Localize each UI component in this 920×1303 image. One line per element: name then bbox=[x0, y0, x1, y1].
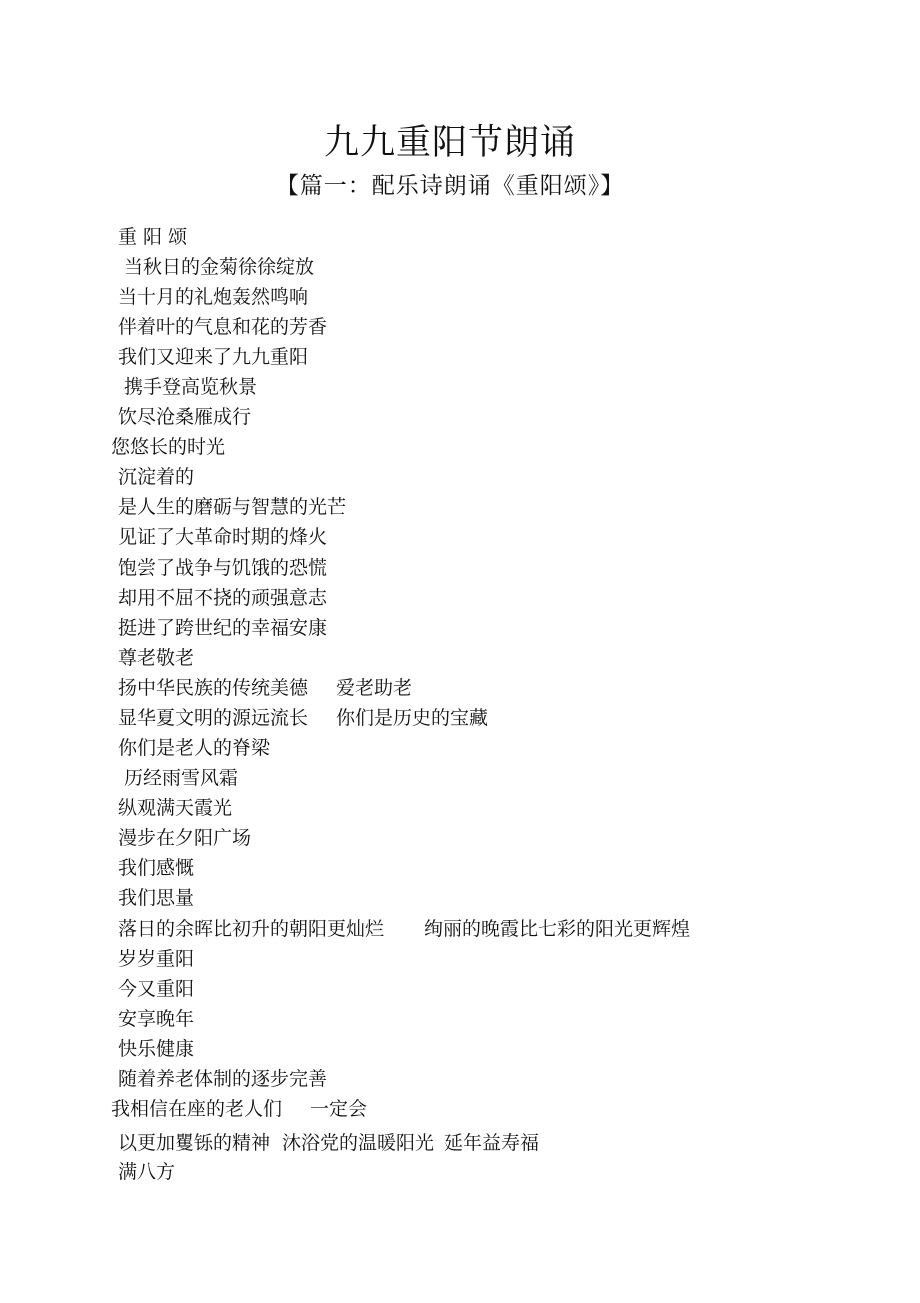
poem-line: 我们思量 bbox=[118, 887, 195, 909]
poem-heading: 重 阳 颂 bbox=[118, 226, 188, 248]
poem-line: 我们又迎来了九九重阳 bbox=[118, 346, 309, 368]
poem-line: 饱尝了战争与饥饿的恐慌 bbox=[118, 557, 328, 579]
poem-line: 见证了大革命时期的烽火 bbox=[118, 526, 328, 548]
poem-line: 扬中华民族的传统美德 爱老助老 bbox=[118, 677, 413, 699]
poem-line: 当秋日的金菊徐徐绽放 bbox=[124, 256, 315, 278]
poem-line: 漫步在夕阳广场 bbox=[118, 827, 252, 849]
poem-line: 随着养老体制的逐步完善 bbox=[118, 1068, 328, 1090]
poem-line: 伴着叶的气息和花的芳香 bbox=[118, 316, 328, 338]
poem-line: 显华夏文明的源远流长 你们是历史的宝藏 bbox=[118, 707, 489, 729]
poem-line: 饮尽沧桑雁成行 bbox=[118, 406, 252, 428]
poem-line: 我相信在座的老人们 一定会 bbox=[111, 1098, 368, 1120]
poem-line: 是人生的磨砺与智慧的光芒 bbox=[118, 496, 347, 518]
poem-line: 以更加矍铄的精神 沐浴党的温暖阳光 延年益寿福 bbox=[118, 1132, 540, 1154]
poem-line: 纵观满天霞光 bbox=[118, 797, 233, 819]
poem-line: 当十月的礼炮轰然鸣响 bbox=[118, 286, 309, 308]
poem-line: 满八方 bbox=[118, 1161, 176, 1183]
poem-line: 安享晚年 bbox=[118, 1008, 195, 1030]
poem-line: 落日的余晖比初升的朝阳更灿烂 绚丽的晚霞比七彩的阳光更辉煌 bbox=[118, 918, 691, 940]
poem-line: 沉淀着的 bbox=[118, 466, 195, 488]
poem-line: 却用不屈不挠的顽强意志 bbox=[118, 587, 328, 609]
poem-line: 我们感慨 bbox=[118, 857, 195, 879]
poem-line: 今又重阳 bbox=[118, 978, 195, 1000]
document-subtitle: 【篇一：配乐诗朗诵《重阳颂》】 bbox=[275, 173, 625, 199]
poem-line: 携手登高览秋景 bbox=[124, 376, 258, 398]
poem-line: 快乐健康 bbox=[118, 1038, 195, 1060]
poem-line: 挺进了跨世纪的幸福安康 bbox=[118, 617, 328, 639]
document-title: 九九重阳节朗诵 bbox=[323, 123, 576, 163]
poem-line: 您悠长的时光 bbox=[111, 436, 226, 458]
poem-line: 历经雨雪风霜 bbox=[124, 767, 239, 789]
poem-line: 岁岁重阳 bbox=[118, 948, 195, 970]
poem-line: 你们是老人的脊梁 bbox=[118, 737, 271, 759]
poem-line: 尊老敬老 bbox=[118, 647, 195, 669]
